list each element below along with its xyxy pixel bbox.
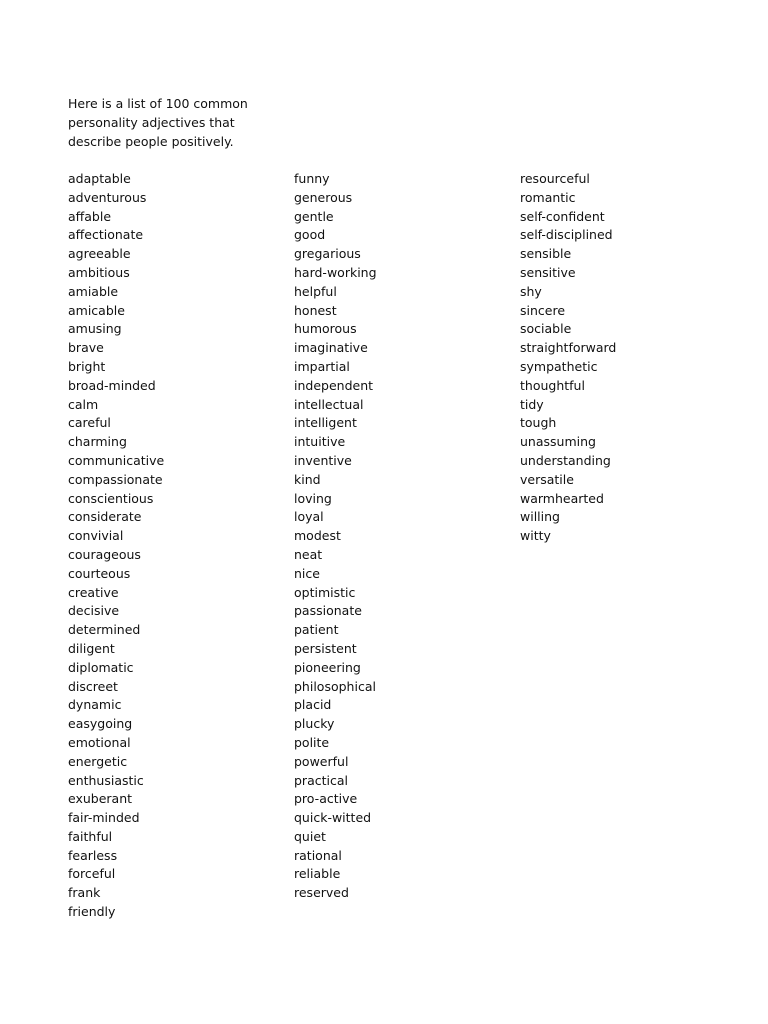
adjective-item: resourceful	[520, 171, 590, 186]
adjective-item: philosophical	[294, 678, 376, 694]
adjective-item: forceful	[68, 866, 116, 882]
adjective-item: gregarious	[294, 246, 361, 262]
adjective-item: tough	[520, 415, 557, 431]
adjective-item: communicative	[68, 452, 165, 468]
adjective-item: rational	[294, 847, 342, 863]
adjective-item: imaginative	[294, 340, 368, 356]
adjective-item: faithful	[68, 828, 113, 844]
adjective-item: diplomatic	[68, 659, 134, 675]
adjective-item: considerate	[68, 509, 142, 525]
adjective-item: practical	[294, 772, 348, 788]
adjective-item: gentle	[294, 208, 334, 224]
adjective-item: placid	[294, 697, 332, 713]
adjective-item: honest	[294, 302, 337, 318]
adjective-item: reserved	[294, 885, 349, 901]
adjective-item: conscientious	[68, 490, 154, 506]
adjective-item: patient	[294, 622, 339, 638]
intro-line: personality adjectives that	[68, 114, 235, 130]
intro-line: Here is a list of 100 common	[68, 96, 248, 111]
adjective-item: enthusiastic	[68, 772, 144, 788]
adjective-item: witty	[520, 528, 551, 544]
adjective-item: friendly	[68, 904, 116, 920]
adjective-item: self-confident	[520, 208, 605, 224]
adjective-item: thoughtful	[520, 377, 585, 393]
adjective-item: bright	[68, 358, 106, 374]
adjective-item: pioneering	[294, 659, 361, 675]
adjective-item: shy	[520, 283, 542, 299]
adjective-item: frank	[68, 885, 101, 901]
adjective-item: straightforward	[520, 340, 617, 356]
adjective-item: diligent	[68, 640, 115, 656]
adjective-item: powerful	[294, 753, 349, 769]
adjective-item: convivial	[68, 528, 124, 544]
adjective-item: optimistic	[294, 584, 356, 600]
adjective-item: sympathetic	[520, 358, 598, 374]
adjective-item: fair-minded	[68, 810, 140, 826]
adjective-item: agreeable	[68, 246, 131, 262]
adjective-item: easygoing	[68, 716, 133, 732]
adjective-item: courteous	[68, 565, 131, 581]
adjective-item: ambitious	[68, 264, 130, 280]
adjective-item: impartial	[294, 358, 350, 374]
adjective-item: amicable	[68, 302, 125, 318]
adjective-item: pro-active	[294, 791, 358, 807]
adjective-item: affectionate	[68, 227, 144, 243]
adjective-item: reliable	[294, 866, 341, 882]
adjective-item: willing	[520, 509, 560, 525]
adjective-column-1	[68, 170, 164, 922]
adjective-item: loyal	[294, 509, 324, 525]
adjective-item: generous	[294, 189, 353, 205]
adjective-item: calm	[68, 396, 99, 412]
adjective-item: sincere	[520, 302, 566, 318]
adjective-item: discreet	[68, 678, 118, 694]
adjective-item: modest	[294, 528, 341, 544]
adjective-item: intuitive	[294, 434, 346, 450]
adjective-item: adaptable	[68, 171, 131, 186]
adjective-item: amiable	[68, 283, 119, 299]
adjective-item: warmhearted	[520, 490, 604, 506]
adjective-item: sensible	[520, 246, 572, 262]
adjective-item: sociable	[520, 321, 572, 337]
adjective-item: exuberant	[68, 791, 133, 807]
adjective-item: brave	[68, 340, 104, 356]
adjective-item: decisive	[68, 603, 120, 619]
adjective-item: funny	[294, 171, 330, 186]
adjective-item: quiet	[294, 828, 326, 844]
adjective-item: unassuming	[520, 434, 596, 450]
adjective-item: compassionate	[68, 471, 163, 487]
adjective-item: adventurous	[68, 189, 147, 205]
adjective-item: emotional	[68, 734, 131, 750]
intro-paragraph	[68, 95, 268, 151]
adjective-item: amusing	[68, 321, 122, 337]
adjective-item: plucky	[294, 716, 335, 732]
adjective-item: passionate	[294, 603, 362, 619]
adjective-item: self-disciplined	[520, 227, 613, 243]
adjective-item: intellectual	[294, 396, 364, 412]
adjective-item: determined	[68, 622, 141, 638]
adjective-item: helpful	[294, 283, 337, 299]
adjective-column-3	[520, 170, 616, 546]
adjective-item: kind	[294, 471, 321, 487]
adjective-item: understanding	[520, 452, 611, 468]
adjective-item: fearless	[68, 847, 118, 863]
adjective-item: loving	[294, 490, 332, 506]
adjective-item: sensitive	[520, 264, 576, 280]
adjective-column-2	[294, 170, 377, 903]
adjective-item: careful	[68, 415, 111, 431]
adjective-item: tidy	[520, 396, 544, 412]
adjective-item: good	[294, 227, 326, 243]
adjective-item: persistent	[294, 640, 357, 656]
adjective-item: romantic	[520, 189, 576, 205]
adjective-item: humorous	[294, 321, 357, 337]
adjective-item: affable	[68, 208, 112, 224]
adjective-item: hard-working	[294, 264, 377, 280]
adjective-item: dynamic	[68, 697, 122, 713]
adjective-item: inventive	[294, 452, 352, 468]
adjective-item: courageous	[68, 546, 141, 562]
adjective-item: independent	[294, 377, 374, 393]
adjective-item: creative	[68, 584, 119, 600]
adjective-item: nice	[294, 565, 320, 581]
adjective-item: energetic	[68, 753, 128, 769]
adjective-item: broad-minded	[68, 377, 156, 393]
adjective-item: intelligent	[294, 415, 357, 431]
adjective-item: neat	[294, 546, 323, 562]
adjective-item: quick-witted	[294, 810, 372, 826]
adjective-item: charming	[68, 434, 127, 450]
adjective-item: versatile	[520, 471, 574, 487]
adjective-item: polite	[294, 734, 330, 750]
intro-line: describe people positively.	[68, 133, 234, 149]
